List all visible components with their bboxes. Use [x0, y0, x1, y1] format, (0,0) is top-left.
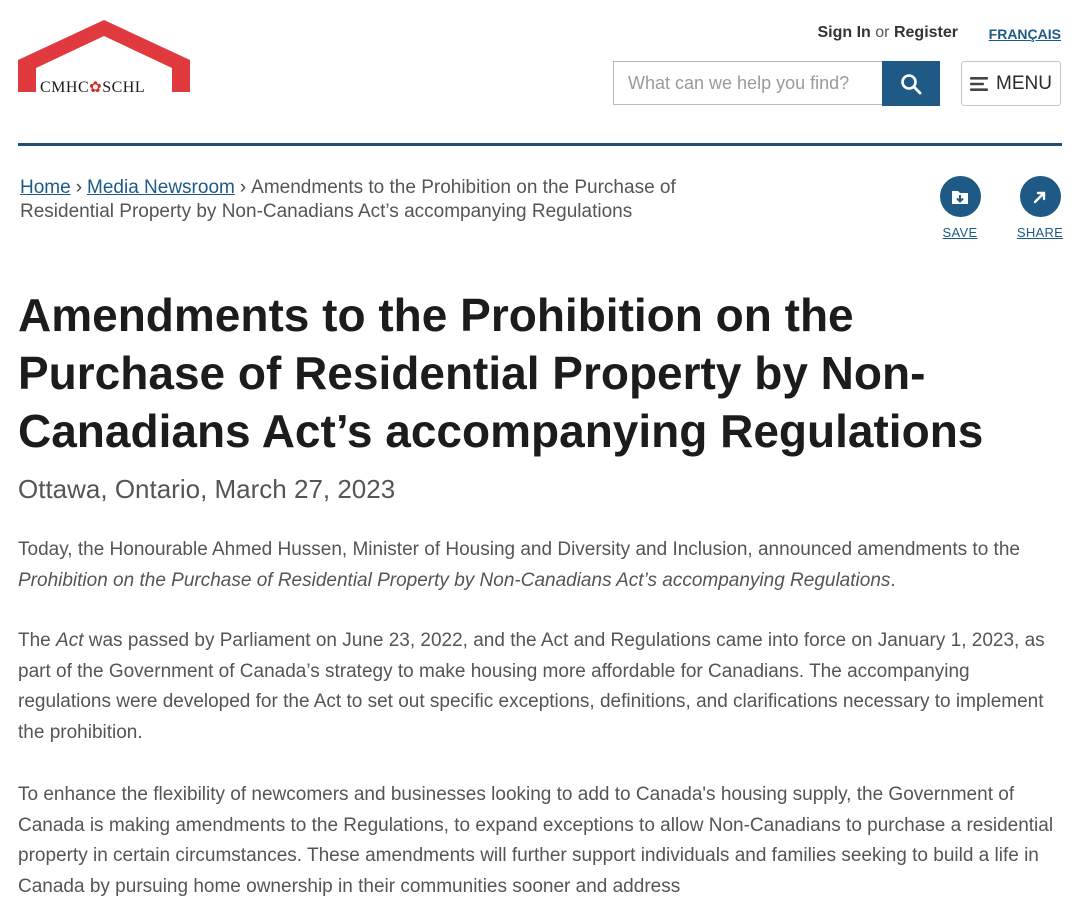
account-links	[818, 24, 959, 42]
save-icon-circle	[940, 176, 981, 217]
paragraph-amendments: To enhance the flexibility of newcomers and businesses looking to add to Canada's housing supply, the Government of Canada is making amendments to the Regulations, to expand exceptions to allow Non-Canadians to purchase a residential property in certain circumstances. These amendments will further support individuals and families seeking to build a life in Canada by pursuing home ownership in their communities sooner and address	[18, 784, 1054, 897]
breadcrumb-newsroom-link[interactable]: Media Newsroom	[87, 177, 235, 198]
share-arrow-icon	[1032, 189, 1048, 205]
dateline: Ottawa, Ontario, March 27, 2023	[18, 474, 396, 504]
menu-label: MENU	[996, 72, 1052, 94]
save-label: SAVE	[942, 225, 978, 240]
language-toggle-link[interactable]: FRANÇAIS	[988, 26, 1061, 42]
page-title: Amendments to the Prohibition on the Purchase of Residential Property by Non-Canadians Act’s accompanying Regulations	[18, 289, 984, 457]
hamburger-icon	[970, 76, 990, 92]
sign-in-link[interactable]: Sign In	[817, 24, 871, 41]
breadcrumb-separator: ›	[239, 177, 247, 198]
save-button[interactable]	[930, 176, 990, 240]
search-input[interactable]: What can we help you find?	[613, 61, 883, 105]
breadcrumb-current: Amendments to the Prohibition on the Purchase of Residential Property by Non-Canadians Act’s accompanying Regulations	[20, 177, 676, 222]
breadcrumb-home-link[interactable]: Home	[20, 177, 71, 198]
share-label: SHARE	[1016, 225, 1064, 240]
register-link[interactable]: Register	[893, 24, 958, 41]
paragraph-intro: Today, the Honourable Ahmed Hussen, Minister of Housing and Diversity and Inclusion, announced amendments to the Prohibition on the Purchase of Residential Property by Non-Canadians Act’s accompanying Regulations.	[18, 539, 1020, 591]
maple-leaf-icon: ✿	[89, 80, 103, 96]
logo-text: CMHC✿SCHL	[40, 79, 146, 96]
search-button[interactable]	[882, 61, 940, 106]
breadcrumb-separator: ›	[75, 177, 83, 198]
breadcrumb	[20, 176, 710, 224]
share-icon-circle	[1020, 176, 1061, 217]
save-folder-icon	[951, 189, 969, 205]
paragraph-act: The Act was passed by Parliament on June 23, 2022, and the Act and Regulations came into force on January 1, 2023, as part of the Government of Canada’s strategy to make housing more affordable for Canadians. The accompanying regulations were developed for the Act to set out specific exceptions, definitions, and clarifications necessary to implement the prohibition.	[18, 630, 1045, 743]
or-text: or	[875, 24, 890, 41]
menu-button[interactable]	[961, 61, 1061, 106]
header-divider	[18, 143, 1062, 146]
cmhc-logo[interactable]	[18, 20, 190, 98]
share-button[interactable]	[1010, 176, 1070, 240]
search-icon	[900, 73, 922, 95]
